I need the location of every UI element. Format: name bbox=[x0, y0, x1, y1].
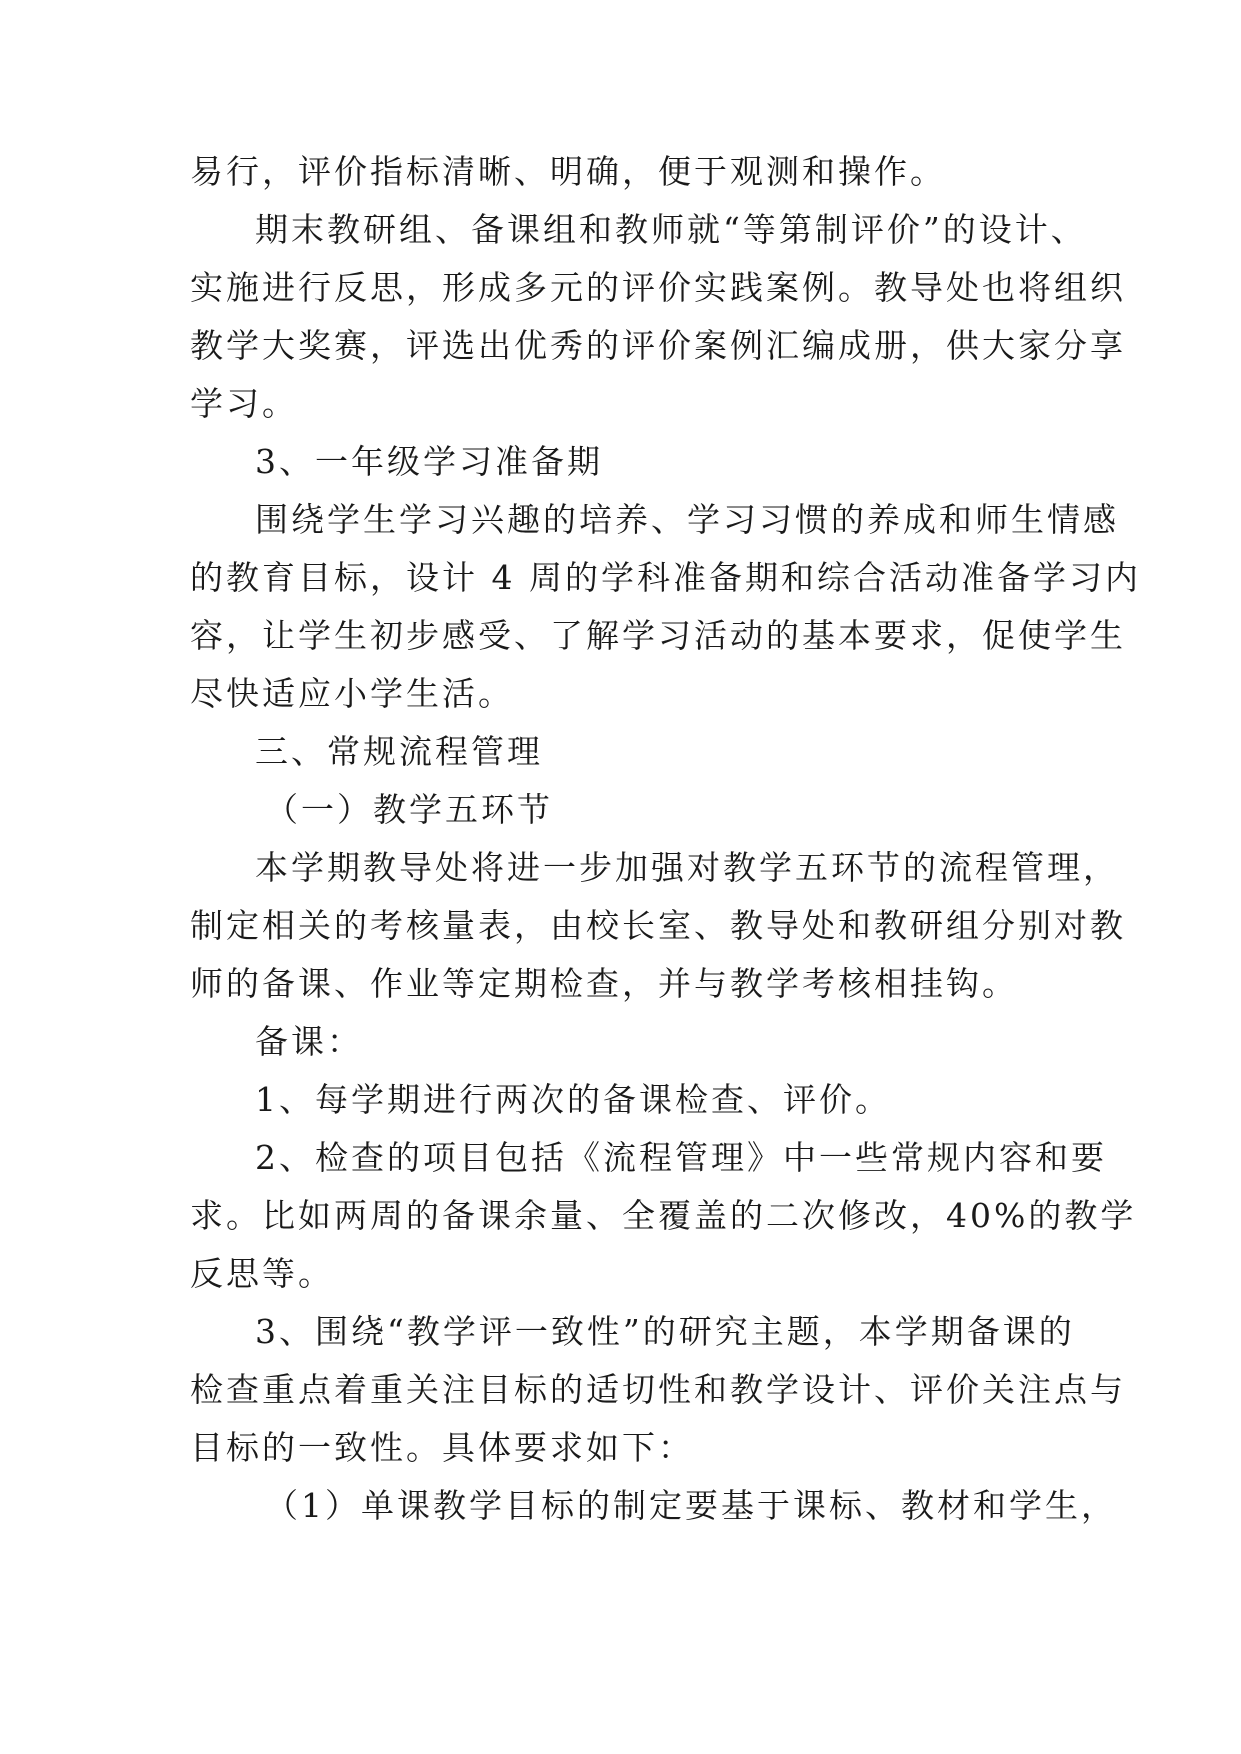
section-heading: 备课： bbox=[255, 1022, 363, 1061]
text-line: 目标的一致性。具体要求如下： bbox=[190, 1428, 694, 1467]
text-line: 师的备课、作业等定期检查，并与教学考核相挂钩。 bbox=[190, 964, 1018, 1003]
text-line: 学习。 bbox=[190, 384, 298, 423]
text-line: （1）单课教学目标的制定要基于课标、教材和学生， bbox=[265, 1486, 1117, 1525]
text-line: 1、每学期进行两次的备课检查、评价。 bbox=[255, 1080, 891, 1119]
text-line: 实施进行反思，形成多元的评价实践案例。教导处也将组织 bbox=[190, 268, 1126, 307]
text-line: 期末教研组、备课组和教师就“等第制评价”的设计、 bbox=[255, 210, 1087, 249]
text-line: 制定相关的考核量表，由校长室、教导处和教研组分别对教 bbox=[190, 906, 1126, 945]
text-line: 反思等。 bbox=[190, 1254, 334, 1293]
text-line: 3、围绕“教学评一致性”的研究主题，本学期备课的 bbox=[255, 1312, 1075, 1351]
section-heading: 三、常规流程管理 bbox=[255, 732, 543, 771]
section-heading: 3、一年级学习准备期 bbox=[255, 442, 603, 481]
section-heading: （一）教学五环节 bbox=[265, 790, 553, 829]
text-line: 检查重点着重关注目标的适切性和教学设计、评价关注点与 bbox=[190, 1370, 1126, 1409]
text-line: 容，让学生初步感受、了解学习活动的基本要求，促使学生 bbox=[190, 616, 1126, 655]
text-line: 本学期教导处将进一步加强对教学五环节的流程管理， bbox=[255, 848, 1119, 887]
text-line: 教学大奖赛，评选出优秀的评价案例汇编成册，供大家分享 bbox=[190, 326, 1126, 365]
text-line: 易行，评价指标清晰、明确，便于观测和操作。 bbox=[190, 152, 946, 191]
text-line: 尽快适应小学生活。 bbox=[190, 674, 514, 713]
text-line: 求。比如两周的备课余量、全覆盖的二次修改，40%的教学 bbox=[190, 1196, 1137, 1235]
text-line: 的教育目标，设计 4 周的学科准备期和综合活动准备学习内 bbox=[190, 558, 1141, 597]
text-line: 2、检查的项目包括《流程管理》中一些常规内容和要 bbox=[255, 1138, 1107, 1177]
text-line: 围绕学生学习兴趣的培养、学习习惯的养成和师生情感 bbox=[255, 500, 1119, 539]
